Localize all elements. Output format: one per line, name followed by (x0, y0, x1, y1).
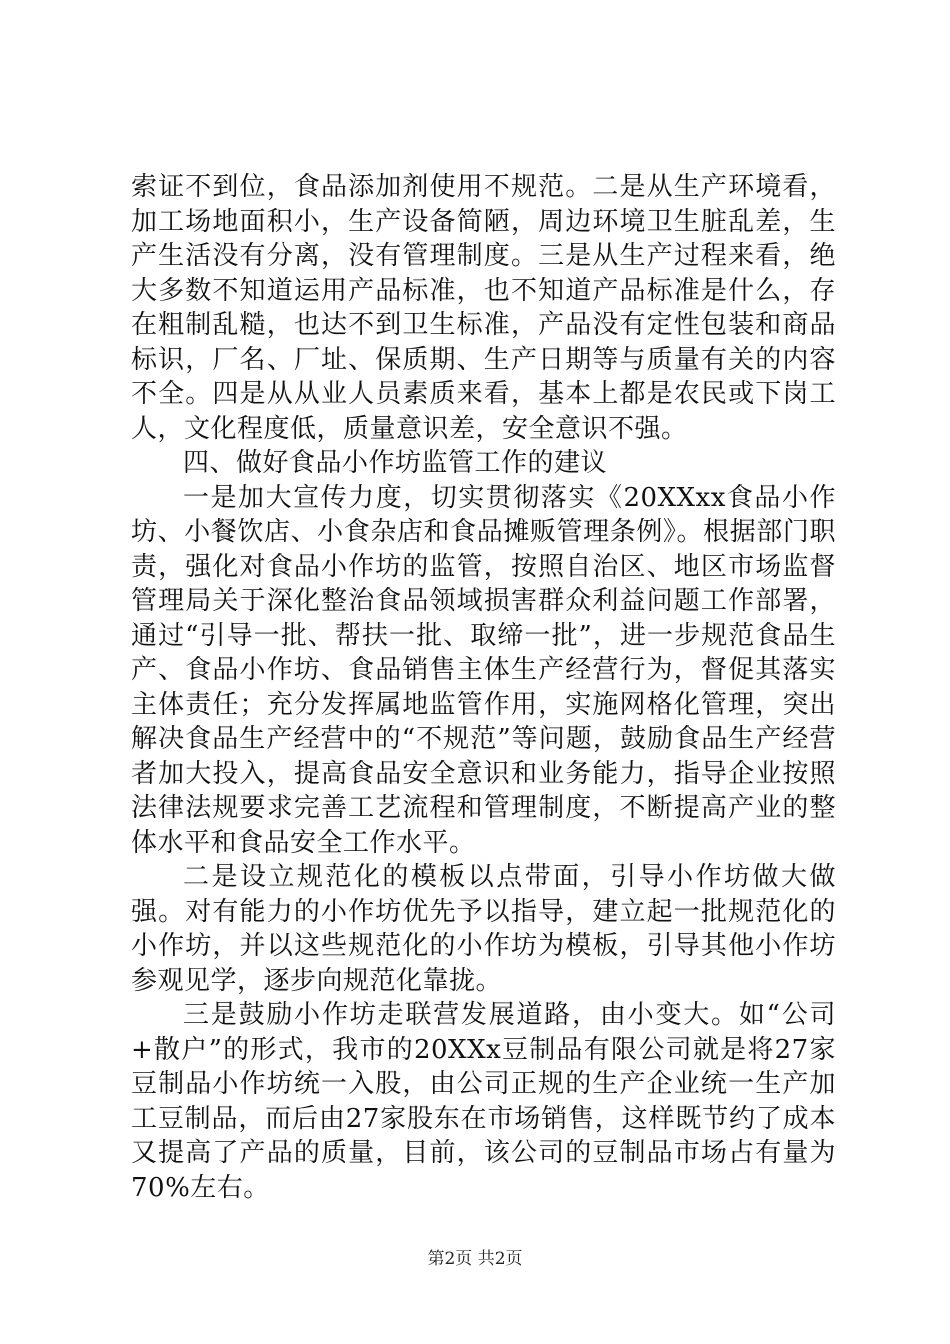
document-body (131, 170, 836, 1205)
page-number-footer: 第2页 共2页 (427, 1249, 523, 1269)
paragraph-recommendation-1: 一是加大宣传力度，切实贯彻落实《20XXxx食品小作坊、小餐饮店、小食杂店和食品摊贩管理条例》。根据部门职责，强化对食品小作坊的监管，按照自治区、地区市场监督管理局关于深化整治食品领域损害群众利益问题工作部署，通过“引导一批、帮扶一批、取缔一批”，进一步规范食品生产、食品小作坊、食品销售主体生产经营行为，督促其落实主体责任；充分发挥属地监管作用，实施网格化管理，突出解决食品生产经营中的“不规范”等问题，鼓励食品生产经营者加大投入，提高食品安全意识和业务能力，指导企业按照法律法规要求完善工艺流程和管理制度，不断提高产业的整体水平和食品安全工作水平。 (131, 482, 836, 858)
section-heading-recommendations: 四、做好食品小作坊监管工作的建议 (183, 448, 608, 478)
paragraph-recommendation-3: 三是鼓励小作坊走联营发展道路，由小变大。如“公司+散户”的形式，我市的20XXx豆制品有限公司就是将27家豆制品小作坊统一入股，由公司正规的生产企业统一生产加工豆制品，而后由27家股东在市场销售，这样既节约了成本又提高了产品的质量，目前，该公司的豆制品市场占有量为70%左右。 (131, 1000, 836, 1203)
paragraph-food-issues: 索证不到位，食品添加剂使用不规范。二是从生产环境看，加工场地面积小，生产设备简陋，周边环境卫生脏乱差，生产生活没有分离，没有管理制度。三是从生产过程来看，绝大多数不知道运用产品标准，也不知道产品标准是什么，存在粗制乱糙，也达不到卫生标准，产品没有定性包装和商品标识，厂名、厂址、保质期、生产日期等与质量有关的内容不全。四是从从业人员素质来看，基本上都是农民或下岗工人，文化程度低，质量意识差，安全意识不强。 (131, 172, 836, 444)
paragraph-recommendation-2: 二是设立规范化的模板以点带面，引导小作坊做大做强。对有能力的小作坊优先予以指导，建立起一批规范化的小作坊，并以这些规范化的小作坊为模板，引导其他小作坊参观见学，逐步向规范化靠拢。 (131, 862, 836, 996)
